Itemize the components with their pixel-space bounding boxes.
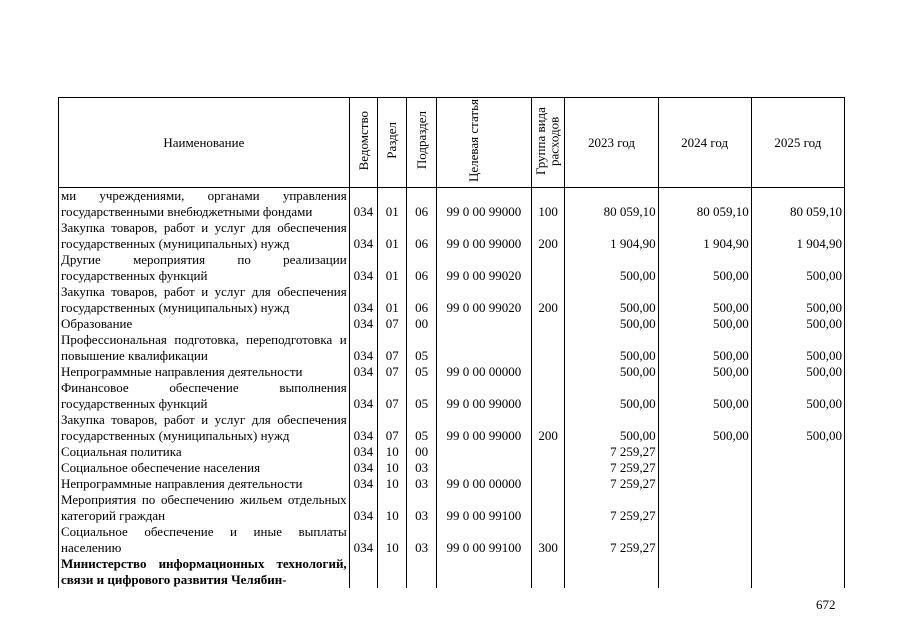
row-expense-group (531, 332, 564, 364)
row-razdel: 10 (378, 460, 407, 476)
table-row (59, 412, 845, 444)
row-name: Социальное обеспечение и иные выплаты населению (59, 524, 350, 556)
row-value-2024 (658, 524, 751, 556)
row-value-2024: 1 904,90 (658, 220, 751, 252)
row-target-article (436, 316, 531, 332)
table-row (59, 332, 845, 364)
row-expense-group (531, 444, 564, 460)
row-expense-group (531, 316, 564, 332)
row-value-2024: 500,00 (658, 252, 751, 284)
row-value-2024 (658, 476, 751, 492)
row-vedomstvo: 034 (349, 252, 377, 284)
row-vedomstvo: 034 (349, 220, 377, 252)
row-expense-group: 300 (531, 524, 564, 556)
row-vedomstvo: 034 (349, 188, 377, 221)
row-value-2025: 500,00 (751, 284, 844, 316)
row-name: Социальное обеспечение населения (59, 460, 350, 476)
row-razdel: 01 (378, 220, 407, 252)
row-target-article: 99 0 00 99000 (436, 188, 531, 221)
row-value-2024 (658, 444, 751, 460)
row-value-2025: 1 904,90 (751, 220, 844, 252)
header-expense-group: Группа вида расходов (531, 98, 564, 188)
row-value-2024: 500,00 (658, 380, 751, 412)
table-row (59, 284, 845, 316)
row-value-2023: 7 259,27 (565, 492, 658, 524)
row-vedomstvo: 034 (349, 524, 377, 556)
row-target-article: 99 0 00 99020 (436, 284, 531, 316)
row-vedomstvo: 034 (349, 444, 377, 460)
header-vedomstvo: Ведомство (349, 98, 377, 188)
row-target-article: 99 0 00 99000 (436, 380, 531, 412)
row-target-article: 99 0 00 99100 (436, 524, 531, 556)
row-expense-group (531, 380, 564, 412)
row-value-2024: 500,00 (658, 364, 751, 380)
row-name: Образование (59, 316, 350, 332)
row-target-article: 99 0 00 00000 (436, 364, 531, 380)
row-razdel: 01 (378, 188, 407, 221)
row-expense-group (531, 252, 564, 284)
row-name: Мероприятия по обеспечению жильем отдельных категорий граждан (59, 492, 350, 524)
row-target-article (436, 444, 531, 460)
budget-table (58, 97, 845, 588)
table-row (59, 364, 845, 380)
table-row (59, 220, 845, 252)
row-value-2023: 80 059,10 (565, 188, 658, 221)
row-target-article: 99 0 00 99100 (436, 492, 531, 524)
table-row (59, 524, 845, 556)
row-name: Другие мероприятия по реализации государственных функций (59, 252, 350, 284)
row-target-article (436, 332, 531, 364)
row-value-2025: 500,00 (751, 412, 844, 444)
row-vedomstvo: 034 (349, 460, 377, 476)
row-value-2025 (751, 556, 844, 588)
row-vedomstvo (349, 556, 377, 588)
row-value-2023: 500,00 (565, 332, 658, 364)
header-year-2025: 2025 год (751, 98, 844, 188)
row-vedomstvo: 034 (349, 364, 377, 380)
row-razdel: 10 (378, 444, 407, 460)
row-expense-group (531, 492, 564, 524)
row-vedomstvo: 034 (349, 380, 377, 412)
row-podrazdel: 05 (407, 412, 436, 444)
row-name: Непрограммные направления деятельности (59, 364, 350, 380)
table-row (59, 460, 845, 476)
header-razdel: Раздел (378, 98, 407, 188)
table-row (59, 380, 845, 412)
row-name: Министерство информационных технологий, связи и цифрового развития Челябин- (59, 556, 350, 588)
row-value-2025: 500,00 (751, 364, 844, 380)
row-razdel: 07 (378, 332, 407, 364)
row-razdel: 10 (378, 476, 407, 492)
row-vedomstvo: 034 (349, 476, 377, 492)
row-podrazdel: 06 (407, 188, 436, 221)
row-value-2023 (565, 556, 658, 588)
row-vedomstvo: 034 (349, 332, 377, 364)
row-target-article (436, 556, 531, 588)
row-value-2024 (658, 492, 751, 524)
row-value-2023: 500,00 (565, 316, 658, 332)
row-expense-group (531, 460, 564, 476)
row-target-article: 99 0 00 00000 (436, 476, 531, 492)
row-name: Закупка товаров, работ и услуг для обеспечения государственных (муниципальных) нужд (59, 220, 350, 252)
row-value-2025 (751, 524, 844, 556)
row-value-2025: 500,00 (751, 332, 844, 364)
row-value-2025: 500,00 (751, 252, 844, 284)
row-value-2025 (751, 476, 844, 492)
table-row (59, 556, 845, 588)
row-target-article (436, 460, 531, 476)
row-target-article: 99 0 00 99000 (436, 412, 531, 444)
row-value-2023: 7 259,27 (565, 524, 658, 556)
row-podrazdel (407, 556, 436, 588)
row-podrazdel: 00 (407, 444, 436, 460)
row-expense-group (531, 364, 564, 380)
row-vedomstvo: 034 (349, 412, 377, 444)
row-razdel: 07 (378, 364, 407, 380)
row-vedomstvo: 034 (349, 316, 377, 332)
row-value-2023: 1 904,90 (565, 220, 658, 252)
row-name: Закупка товаров, работ и услуг для обеспечения государственных (муниципальных) нужд (59, 284, 350, 316)
row-value-2025: 80 059,10 (751, 188, 844, 221)
row-name: Непрограммные направления деятельности (59, 476, 350, 492)
row-razdel (378, 556, 407, 588)
row-podrazdel: 05 (407, 364, 436, 380)
row-expense-group (531, 476, 564, 492)
row-expense-group: 200 (531, 284, 564, 316)
row-value-2023: 500,00 (565, 284, 658, 316)
row-expense-group: 200 (531, 412, 564, 444)
row-podrazdel: 06 (407, 252, 436, 284)
row-razdel: 01 (378, 252, 407, 284)
budget-table-container (58, 97, 845, 587)
table-row (59, 316, 845, 332)
row-value-2023: 500,00 (565, 412, 658, 444)
table-row (59, 252, 845, 284)
table-row (59, 476, 845, 492)
row-podrazdel: 03 (407, 460, 436, 476)
row-podrazdel: 06 (407, 284, 436, 316)
row-value-2023: 500,00 (565, 252, 658, 284)
row-value-2025 (751, 460, 844, 476)
header-year-2023: 2023 год (565, 98, 658, 188)
row-expense-group: 200 (531, 220, 564, 252)
header-year-2024: 2024 год (658, 98, 751, 188)
row-podrazdel: 00 (407, 316, 436, 332)
row-target-article: 99 0 00 99000 (436, 220, 531, 252)
row-value-2025: 500,00 (751, 380, 844, 412)
table-row (59, 492, 845, 524)
row-podrazdel: 05 (407, 332, 436, 364)
row-value-2023: 7 259,27 (565, 476, 658, 492)
row-value-2023: 7 259,27 (565, 444, 658, 460)
table-row (59, 188, 845, 221)
row-vedomstvo: 034 (349, 284, 377, 316)
header-name: Наименование (59, 98, 350, 188)
header-target-article: Целевая статья (436, 98, 531, 188)
row-value-2024: 500,00 (658, 412, 751, 444)
table-header-row (59, 98, 845, 188)
row-value-2023: 500,00 (565, 364, 658, 380)
row-value-2025: 500,00 (751, 316, 844, 332)
header-podrazdel: Подраздел (407, 98, 436, 188)
row-name: Закупка товаров, работ и услуг для обеспечения государственных (муниципальных) нужд (59, 412, 350, 444)
row-value-2023: 500,00 (565, 380, 658, 412)
row-value-2025 (751, 444, 844, 460)
row-value-2024 (658, 460, 751, 476)
row-podrazdel: 05 (407, 380, 436, 412)
row-razdel: 01 (378, 284, 407, 316)
row-vedomstvo: 034 (349, 492, 377, 524)
row-expense-group (531, 556, 564, 588)
table-row (59, 444, 845, 460)
row-value-2024: 500,00 (658, 284, 751, 316)
row-podrazdel: 06 (407, 220, 436, 252)
row-value-2023: 7 259,27 (565, 460, 658, 476)
row-value-2024 (658, 556, 751, 588)
row-razdel: 07 (378, 380, 407, 412)
row-name: ми учреждениями, органами управления государственными внебюджетными фондами (59, 188, 350, 221)
row-value-2024: 500,00 (658, 316, 751, 332)
row-value-2024: 80 059,10 (658, 188, 751, 221)
row-razdel: 10 (378, 492, 407, 524)
row-expense-group: 100 (531, 188, 564, 221)
page-number: 672 (816, 597, 836, 612)
row-target-article: 99 0 00 99020 (436, 252, 531, 284)
row-value-2024: 500,00 (658, 332, 751, 364)
row-razdel: 07 (378, 316, 407, 332)
row-podrazdel: 03 (407, 476, 436, 492)
table-body (59, 188, 845, 589)
row-podrazdel: 03 (407, 492, 436, 524)
row-podrazdel: 03 (407, 524, 436, 556)
row-name: Профессиональная подготовка, переподготовка и повышение квалификации (59, 332, 350, 364)
row-name: Социальная политика (59, 444, 350, 460)
row-razdel: 07 (378, 412, 407, 444)
row-value-2025 (751, 492, 844, 524)
row-razdel: 10 (378, 524, 407, 556)
row-name: Финансовое обеспечение выполнения государственных функций (59, 380, 350, 412)
